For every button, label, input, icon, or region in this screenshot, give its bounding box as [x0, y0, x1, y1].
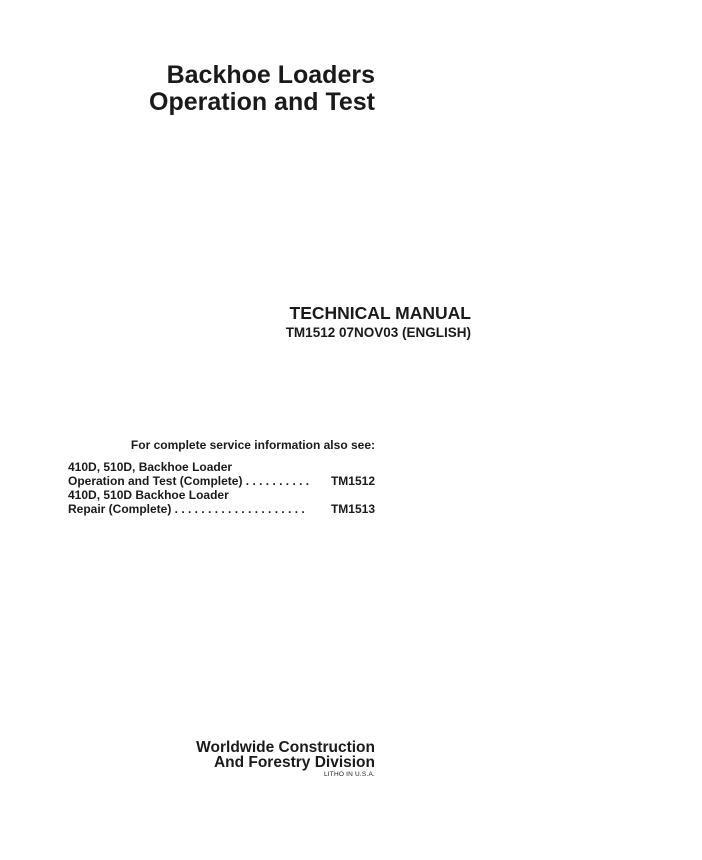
- reference-code: TM1513: [330, 502, 375, 516]
- technical-manual-heading: TECHNICAL MANUAL: [289, 303, 471, 323]
- reference-title: Repair (Complete) . . . . . . . . . . . . . . . . . . . .: [68, 502, 305, 516]
- reference-line: [68, 474, 375, 488]
- document-title: [149, 62, 375, 116]
- reference-entry-repair: [68, 488, 375, 516]
- reference-model: 410D, 510D, Backhoe Loader: [68, 460, 233, 474]
- reference-line: [68, 502, 375, 516]
- division-name: [196, 740, 375, 770]
- title-line-1: Backhoe Loaders: [166, 61, 375, 89]
- reference-list: [68, 460, 375, 516]
- division-line-1: Worldwide Construction: [196, 739, 375, 756]
- title-line-2: Operation and Test: [149, 88, 375, 116]
- reference-entry-operation-test: [68, 460, 375, 488]
- litho-notice: LITHO IN U.S.A.: [323, 771, 375, 778]
- technical-manual-block: [286, 303, 471, 343]
- reference-model: 410D, 510D Backhoe Loader: [68, 488, 229, 502]
- reference-code: TM1512: [330, 474, 375, 488]
- see-also-note: For complete service information also see:: [130, 438, 375, 452]
- division-line-2: And Forestry Division: [213, 754, 375, 771]
- manual-code: TM1512 07NOV03 (ENGLISH): [285, 325, 471, 340]
- reference-title: Operation and Test (Complete) . . . . . . . . . .: [68, 474, 310, 488]
